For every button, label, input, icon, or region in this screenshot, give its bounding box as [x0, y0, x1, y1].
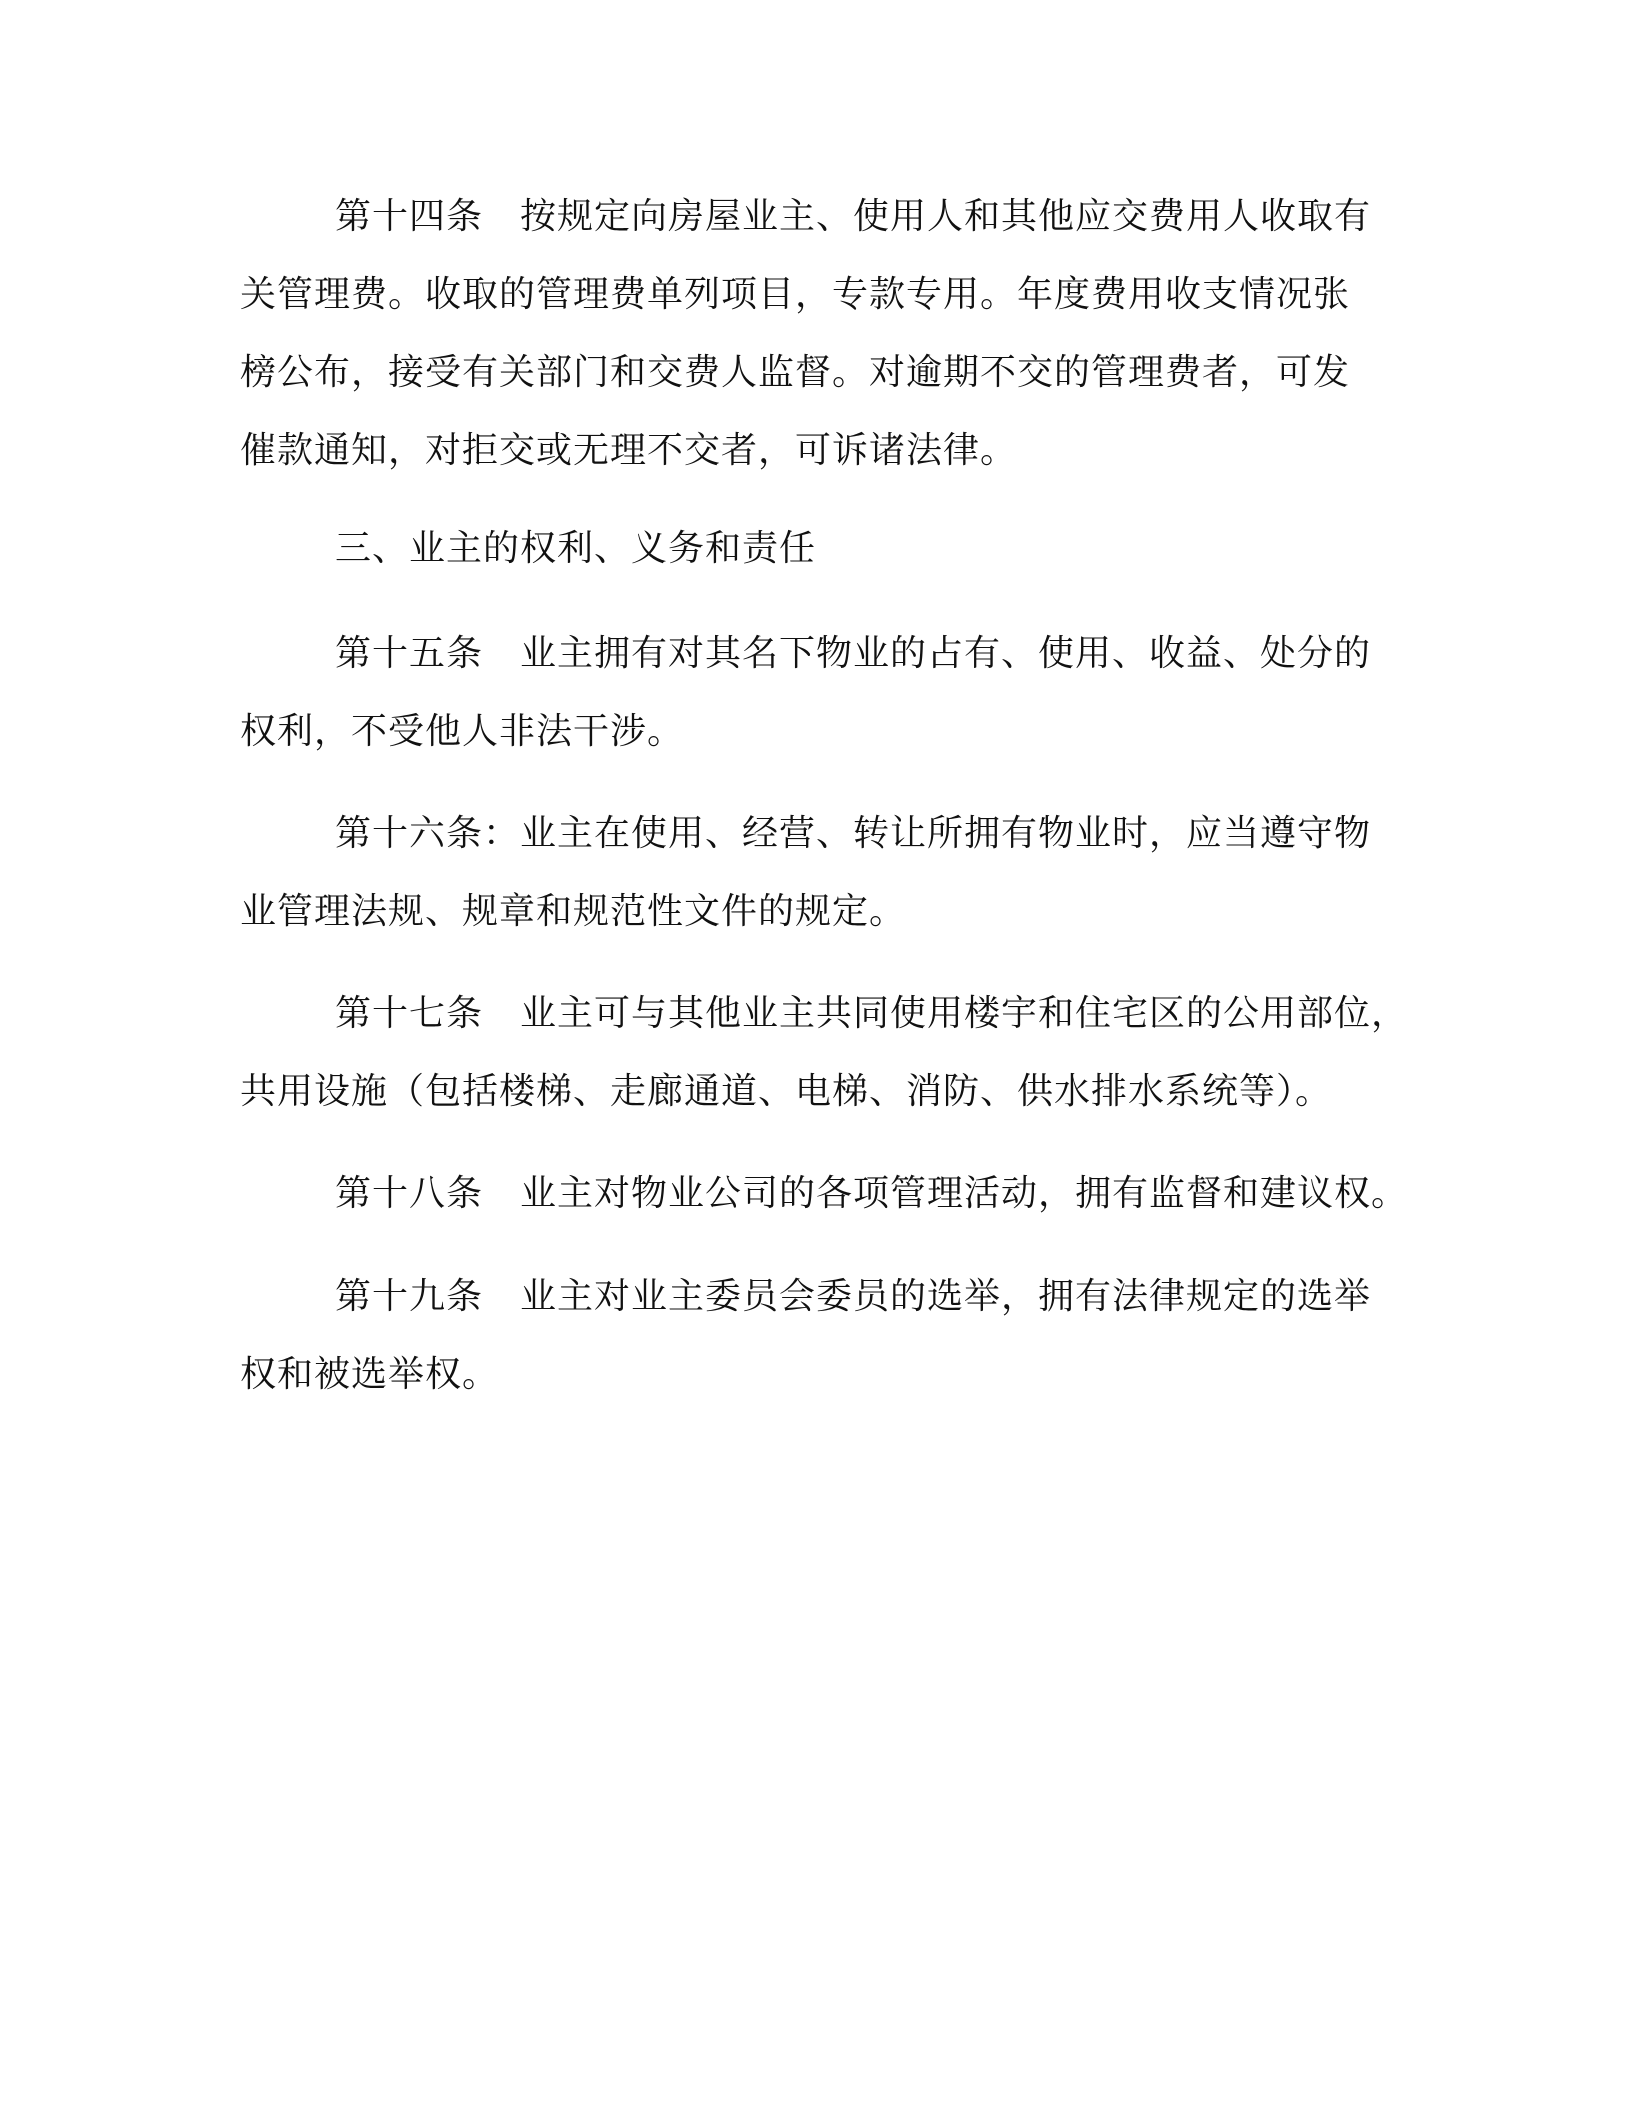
paragraph-line: 榜公布，接受有关部门和交费人监督。对逾期不交的管理费者，可发 [240, 352, 1351, 393]
paragraph-article-15 [240, 615, 1400, 771]
paragraph-line: 关管理费。收取的管理费单列项目，专款专用。年度费用收支情况张 [240, 274, 1351, 315]
paragraph-line: 第十七条 业主可与其他业主共同使用楼宇和住宅区的公用部位， [335, 993, 1409, 1034]
paragraph-line: 第十六条：业主在使用、经营、转让所拥有物业时，应当遵守物 [335, 813, 1372, 854]
paragraph-line: 业管理法规、规章和规范性文件的规定。 [240, 891, 907, 932]
paragraph-article-14 [240, 178, 1400, 490]
heading-line: 三、业主的权利、义务和责任 [335, 528, 817, 569]
paragraph-article-19 [240, 1258, 1400, 1414]
paragraph-line: 权和被选举权。 [240, 1354, 500, 1395]
paragraph-article-16 [240, 795, 1400, 951]
paragraph-article-18 [240, 1155, 1409, 1233]
paragraph-line: 共用设施（包括楼梯、走廊通道、电梯、消防、供水排水系统等）。 [240, 1071, 1333, 1112]
paragraph-line: 第十五条 业主拥有对其名下物业的占有、使用、收益、处分的 [335, 633, 1372, 674]
paragraph-line: 催款通知，对拒交或无理不交者，可诉诸法律。 [240, 430, 1018, 471]
paragraph-line: 第十四条 按规定向房屋业主、使用人和其他应交费用人收取有 [335, 196, 1372, 237]
paragraph-line: 第十八条 业主对物业公司的各项管理活动，拥有监督和建议权。 [335, 1173, 1409, 1214]
paragraph-article-17 [240, 975, 1409, 1131]
paragraph-line: 权利，不受他人非法干涉。 [240, 711, 685, 752]
paragraph-line: 第十九条 业主对业主委员会委员的选举，拥有法律规定的选举 [335, 1276, 1372, 1317]
section-heading [240, 510, 1400, 588]
